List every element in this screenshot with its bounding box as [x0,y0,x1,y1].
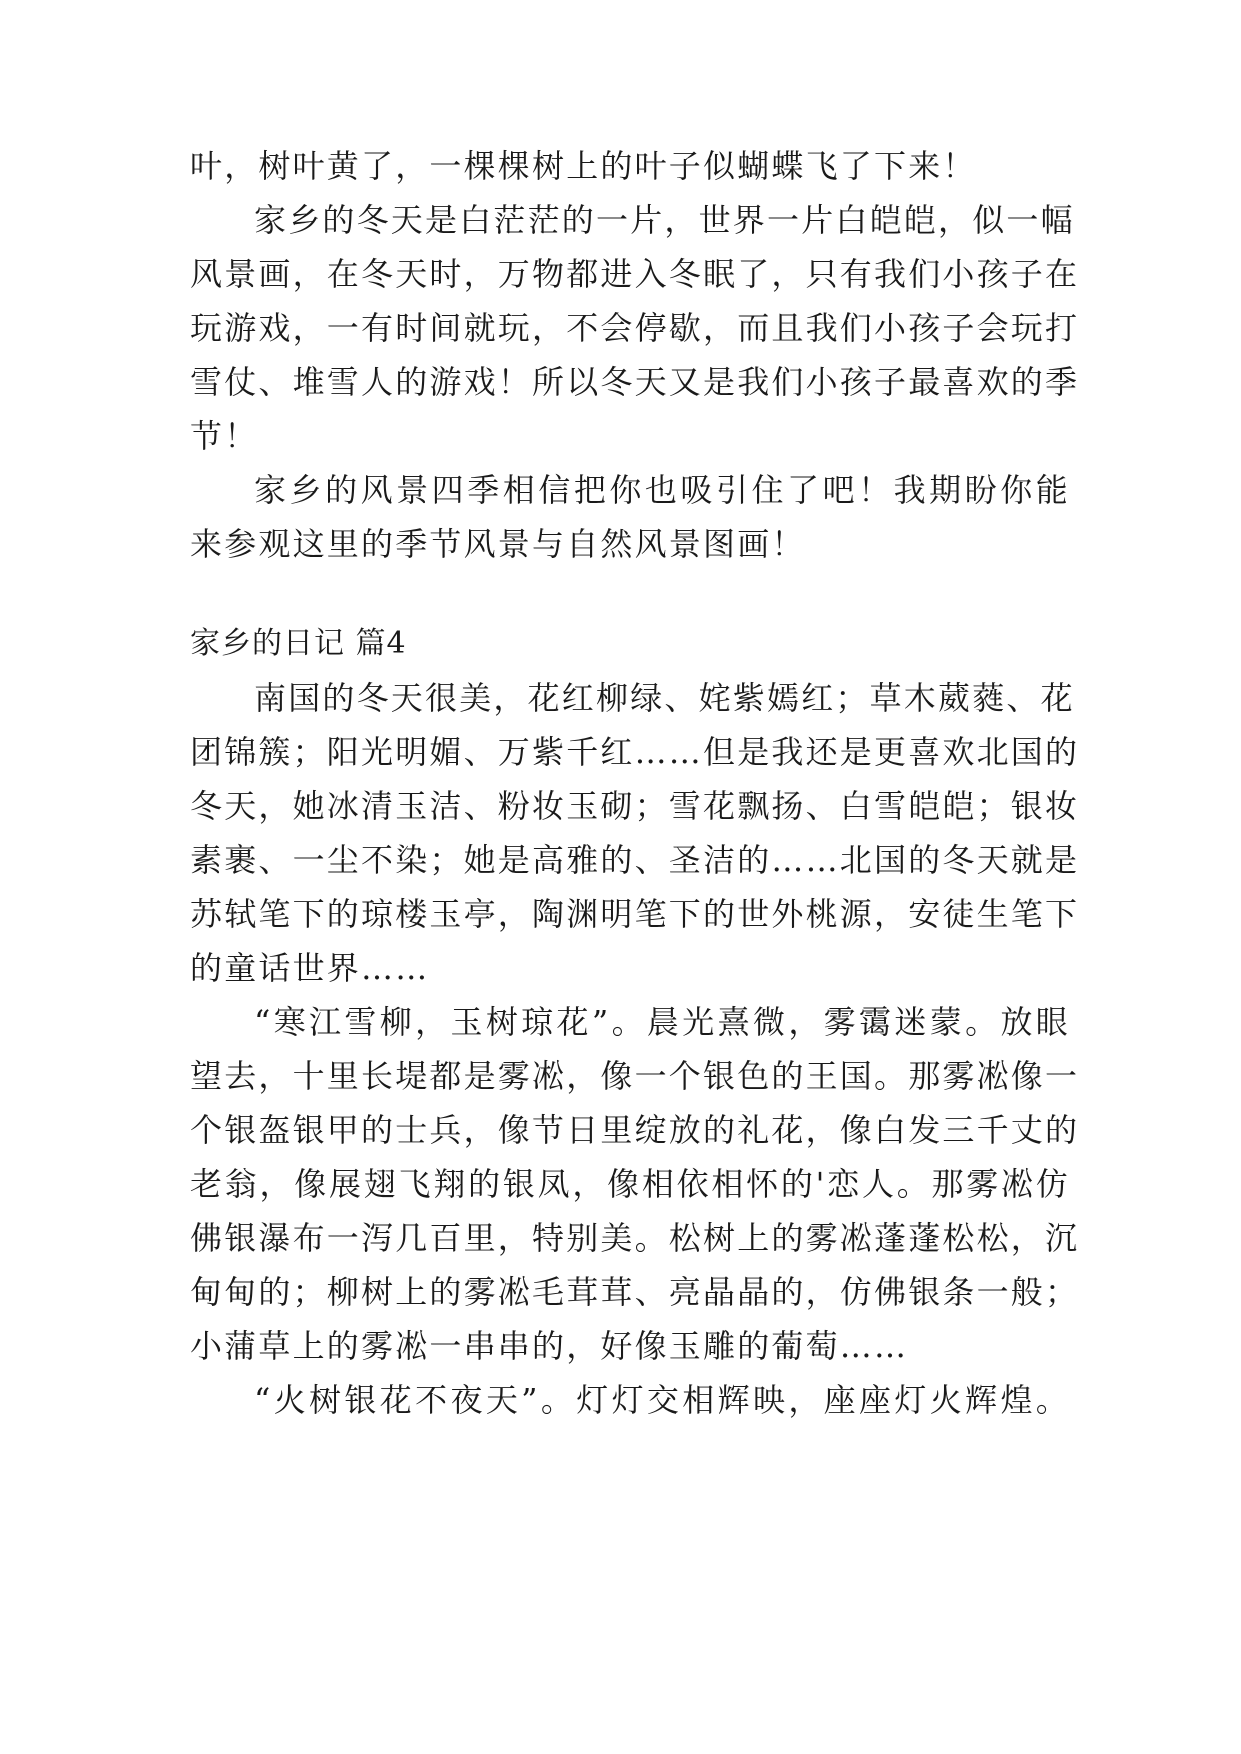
paragraph-line: 的童话世界…… [190,949,430,987]
paragraph-line: 家乡的冬天是白茫茫的一片，世界一片白皑皑，似一幅 [254,201,1075,239]
paragraph-line: “火树银花不夜天”。灯灯交相辉映，座座灯火辉煌。 [254,1381,1070,1419]
paragraph-line: 望去，十里长堤都是雾凇，像一个银色的王国。那雾凇像一 [190,1057,1080,1095]
paragraph-line: 甸甸的；柳树上的雾凇毛茸茸、亮晶晶的，仿佛银条一般； [190,1273,1080,1311]
paragraph-line: “寒江雪柳，玉树琼花”。晨光熹微，雾霭迷蒙。放眼 [254,1003,1070,1041]
paragraph-line: 节！ [190,417,259,455]
section-heading: 家乡的日记 篇4 [190,626,407,661]
paragraph-line: 雪仗、堆雪人的游戏！所以冬天又是我们小孩子最喜欢的季 [190,363,1080,401]
paragraph-line: 南国的冬天很美，花红柳绿、姹紫嫣红；草木葳蕤、花 [254,679,1075,717]
paragraph-line: 叶，树叶黄了，一棵棵树上的叶子似蝴蝶飞了下来！ [190,147,977,185]
paragraph-line: 团锦簇；阳光明媚、万紫千红……但是我还是更喜欢北国的 [190,733,1080,771]
paragraph-line: 风景画，在冬天时，万物都进入冬眠了，只有我们小孩子在 [190,255,1080,293]
paragraph-line: 老翁，像展翅飞翔的银凤，像相依相怀的'恋人。那雾凇仿 [190,1165,1070,1203]
paragraph-line: 玩游戏，一有时间就玩，不会停歇，而且我们小孩子会玩打 [190,309,1080,347]
paragraph-line: 苏轼笔下的琼楼玉亭，陶渊明笔下的世外桃源，安徒生笔下 [190,895,1080,933]
paragraph-line: 来参观这里的季节风景与自然风景图画！ [190,525,806,563]
paragraph-line: 个银盔银甲的士兵，像节日里绽放的礼花，像白发三千丈的 [190,1111,1080,1149]
paragraph-line: 素裹、一尘不染；她是高雅的、圣洁的……北国的冬天就是 [190,841,1080,879]
paragraph-line: 家乡的风景四季相信把你也吸引住了吧！我期盼你能 [254,471,1070,509]
paragraph-line: 佛银瀑布一泻几百里，特别美。松树上的雾凇蓬蓬松松，沉 [190,1219,1080,1257]
paragraph-line: 小蒲草上的雾凇一串串的，好像玉雕的葡萄…… [190,1327,909,1365]
paragraph-line: 冬天，她冰清玉洁、粉妆玉砌；雪花飘扬、白雪皑皑；银妆 [190,787,1080,825]
